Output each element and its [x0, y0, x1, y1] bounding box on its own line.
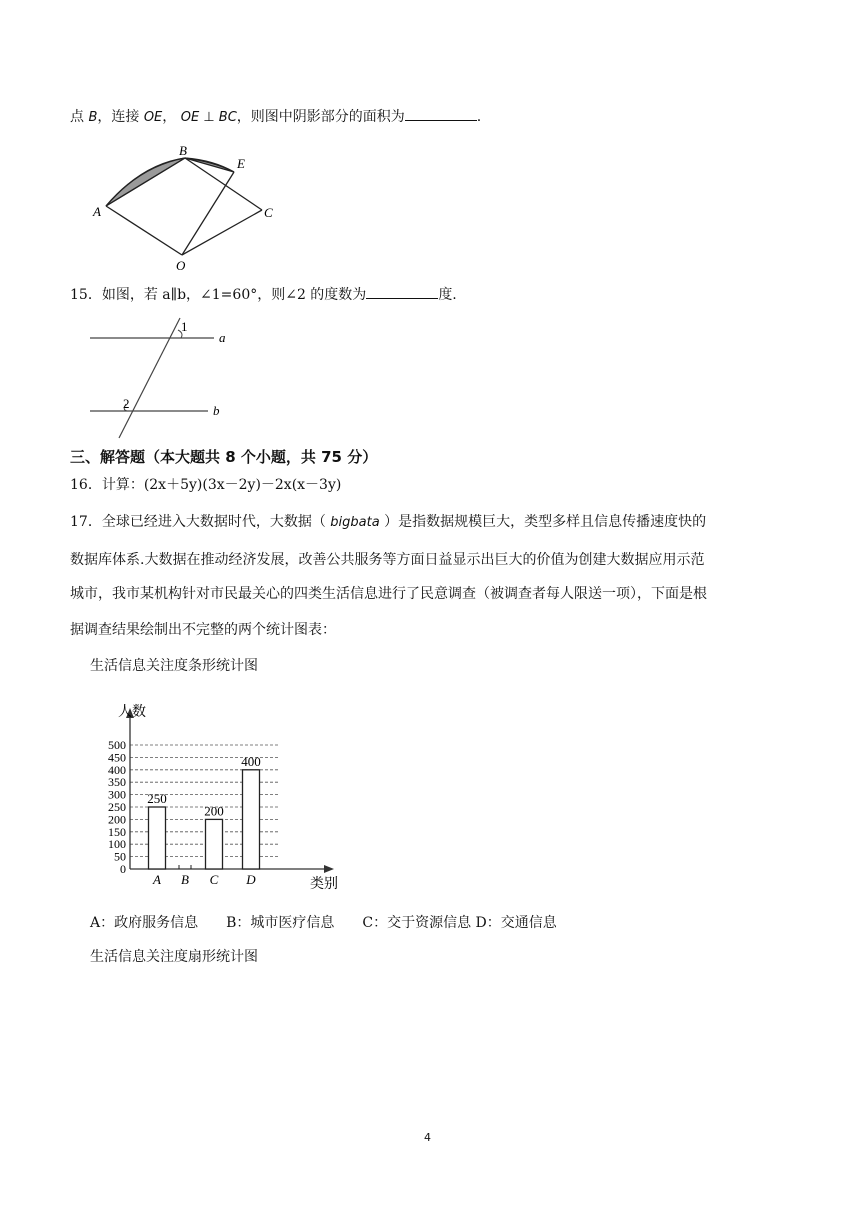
label-line-a: a: [219, 330, 226, 345]
y-tick-label: 300: [108, 787, 126, 802]
q14-perpendicular: OE ⊥ BC: [180, 110, 237, 125]
q14-point-b: B: [88, 110, 98, 125]
category-label-B: B: [181, 872, 189, 887]
bar-A: [149, 807, 166, 869]
chart-legend: A：政府服务信息 B：城市医疗信息 C：交于资源信息 D：交通信息: [90, 915, 557, 931]
category-label-D: D: [246, 872, 256, 887]
y-axis-label: 人数: [118, 705, 146, 720]
pie-chart-title: 生活信息关注度扇形统计图: [90, 949, 258, 965]
data-label-A: 250: [147, 791, 167, 806]
bar-C: [206, 819, 223, 869]
y-tick-label: 400: [108, 762, 126, 777]
q14-mid1: ，连接: [97, 109, 140, 125]
q14-mid2: ，: [162, 109, 177, 125]
x-axis-arrow: [324, 865, 334, 873]
y-tick-label: 500: [108, 738, 126, 752]
bars-layer: [147, 754, 261, 869]
q16-question: 16．计算：(2x＋5y)(3x－2y)－2x(x－3y): [70, 477, 342, 493]
y-tick-label: 250: [108, 800, 126, 814]
y-tick-label: 350: [108, 775, 126, 790]
label-b: B: [179, 143, 187, 158]
y-tick-label: 150: [108, 824, 126, 839]
label-o: O: [176, 258, 186, 273]
category-label-A: A: [153, 872, 161, 887]
q17-line-1-start: 17．全球已经进入大数据时代，大数据（: [70, 514, 326, 530]
ticks-layer: [108, 738, 126, 876]
q15-suffix: 度.: [438, 287, 457, 303]
q14-end: .: [476, 109, 482, 125]
label-angle-1: 1: [181, 319, 188, 334]
x-axis-label: 类别: [310, 877, 338, 892]
y-tick-label: 200: [108, 812, 126, 827]
section-3-title: 三、解答题（本大题共 8 个小题，共 75 分）: [70, 448, 378, 466]
label-line-b: b: [213, 403, 220, 418]
data-label-C: 200: [204, 803, 224, 819]
label-a: A: [93, 204, 101, 219]
q17-line-2: 数据库体系.大数据在推动经济发展，改善公共服务等方面日益显示出巨大的价值为创建大数据应用示范: [70, 552, 705, 568]
category-label-C: C: [209, 872, 219, 887]
q17-line-4: 据调查结果绘制出不完整的两个统计图表：: [70, 622, 336, 638]
data-label-D: 400: [241, 753, 261, 769]
y-tick-label: 450: [108, 750, 126, 765]
q15-question: 15．如图，若 a∥b，∠1=60°，则∠2 的度数为: [70, 287, 367, 303]
category-labels-layer: [152, 872, 256, 887]
q14-segment-oe: OE: [143, 110, 163, 125]
page-number: 4: [424, 1131, 431, 1144]
y-tick-label: 50: [114, 849, 126, 864]
q14-prefix: 点: [70, 109, 84, 125]
q17-line-3: 城市，我市某机构针对市民最关心的四类生活信息进行了民意调查（被调查者每人限送一项），下面是根: [70, 586, 707, 602]
y-tick-label: 100: [108, 837, 126, 852]
q14-suffix: ，则图中阴影部分的面积为: [236, 109, 405, 125]
label-e: E: [237, 156, 245, 171]
q17-term: bigbata: [330, 515, 380, 530]
label-angle-2: 2: [123, 396, 130, 411]
bar-chart-title: 生活信息关注度条形统计图: [90, 658, 258, 674]
q17-line-1-end: ）是指数据规模巨大，类型多样且信息传播速度快的: [384, 514, 707, 530]
label-c: C: [264, 205, 273, 220]
bar-D: [243, 770, 260, 869]
y-tick-label: 0: [120, 862, 126, 876]
